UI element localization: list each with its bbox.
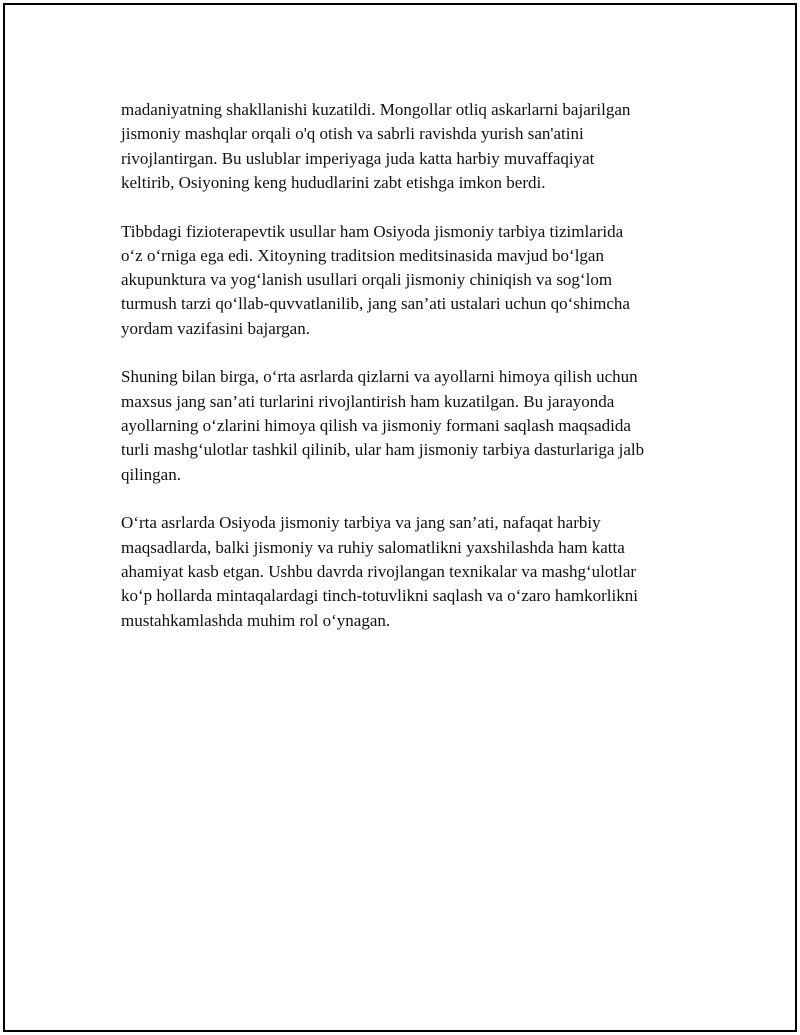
paragraph-2: Tibbdagi fizioterapevtik usullar ham Osiyoda jismoniy tarbiya tizimlarida o‘z o‘rniga ega edi. Xitoyning traditsion meditsinasida mavjud bo‘lgan akupunktura va yog‘lanish usullari orqali jismoniy chiniqish va sog‘lom turmush tarzi qo‘llab-quvvatlanilib, jang san’ati ustalari uchun qo‘shimcha yordam vazifasini bajargan. — [121, 221, 630, 338]
document-body — [121, 98, 701, 657]
paragraph-3: Shuning bilan birga, o‘rta asrlarda qizlarni va ayollarni himoya qilish uchun maxsus jang san’ati turlarini rivojlantirish ham kuzatilgan. Bu jarayonda ayollarning o‘zlarini himoya qilish va jismoniy formani saqlash maqsadida turli mashg‘ulotlar tashkil qilinib, ular ham jismoniy tarbiya dasturlariga jalb qilingan. — [121, 367, 645, 484]
paragraph-4: O‘rta asrlarda Osiyoda jismoniy tarbiya va jang san’ati, nafaqat harbiy maqsadlarda, balki jismoniy va ruhiy salomatlikni yaxshilashda ham katta ahamiyat kasb etgan. Ushbu davrda rivojlangan texnikalar va mashg‘ulotlar ko‘p hollarda mintaqalardagi tinch-totuvlikni saqlash va o‘zaro hamkorlikni mustahkamlashda muhim rol o‘ynagan. — [121, 513, 638, 630]
page-frame — [3, 3, 797, 1032]
paragraph-1: madaniyatning shakllanishi kuzatildi. Mongollar otliq askarlarni bajarilgan jismoniy mashqlar orqali o'q otish va sabrli ravishda yurish san'atini rivojlantirgan. Bu uslublar imperiyaga juda katta harbiy muvaffaqiyat keltirib, Osiyoning keng hududlarini zabt etishga imkon berdi. — [121, 100, 631, 192]
